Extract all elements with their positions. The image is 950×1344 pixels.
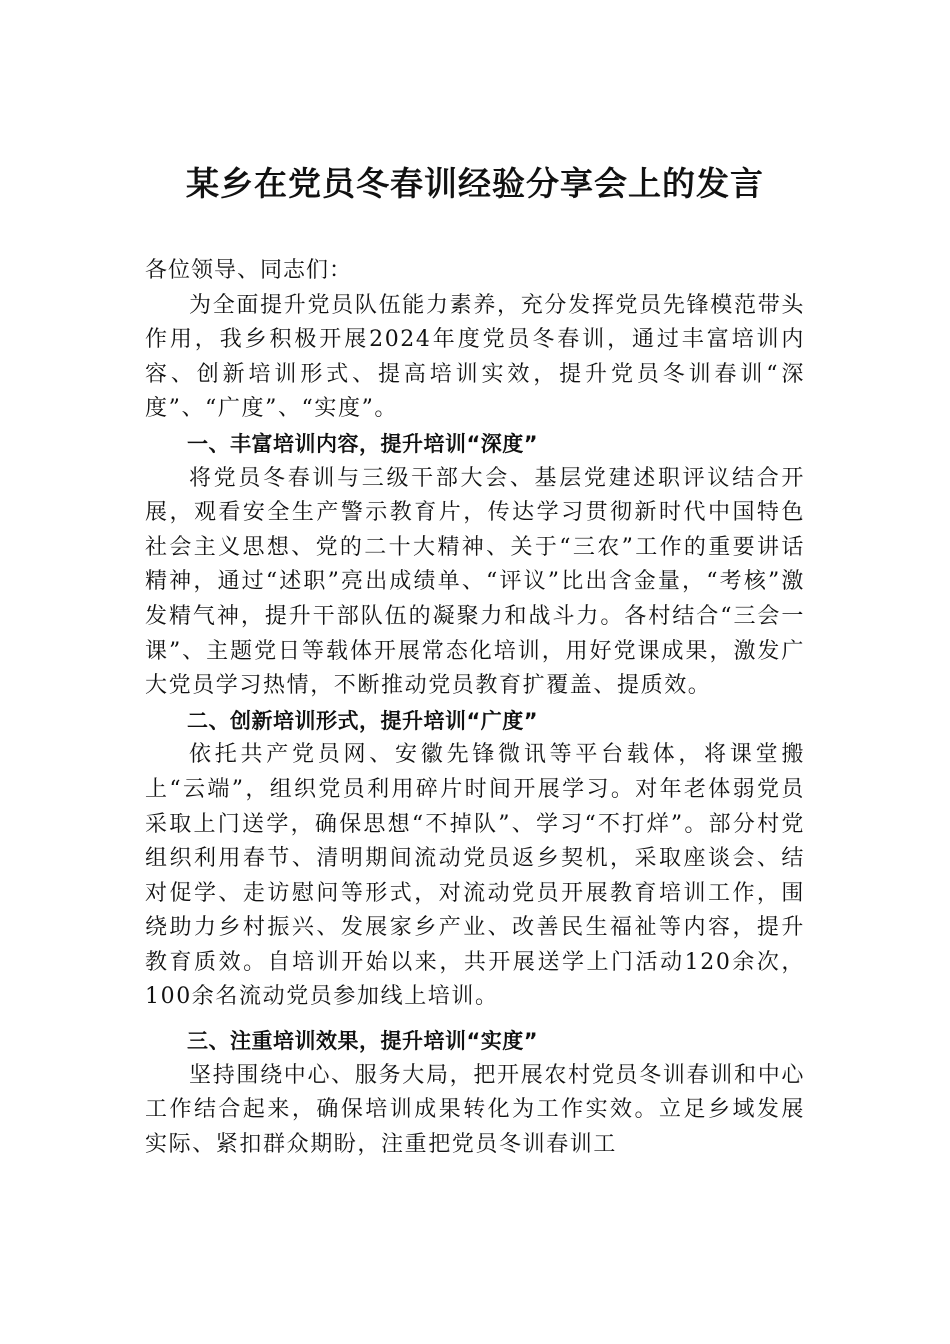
section-paragraph-3: 坚持围绕中心、服务大局，把开展农村党员冬训春训和中心工作结合起来，确保培训成果转化为工作实效。立足乡域发展实际、紧扣群众期盼，注重把党员冬训春训工 [145, 1062, 805, 1157]
section-heading-2: 二、创新培训形式，提升培训“广度” [187, 708, 539, 733]
section-paragraph-1: 将党员冬春训与三级干部大会、基层党建述职评议结合开展，观看安全生产警示教育片，传达学习贯彻新时代中国特色社会主义思想、党的二十大精神、关于“三农”工作的重要讲话精神，通过“述职”亮出成绩单、“评议”比出含金量，“考核”激发精气神，提升干部队伍的凝聚力和战斗力。各村结合“三会一课”、主题党日等载体开展常态化培训，用好党课成果，激发广大党员学习热情，不断推动党员教育扩覆盖、提质效。 [145, 465, 805, 699]
section-paragraph-2: 依托共产党员网、安徽先锋微讯等平台载体，将课堂搬上“云端”，组织党员利用碎片时间开展学习。对年老体弱党员采取上门送学，确保思想“不掉队”、学习“不打烊”。部分村党组织利用春节、清明期间流动党员返乡契机，采取座谈会、结对促学、走访慰问等形式，对流动党员开展教育培训工作，围绕助力乡村振兴、发展家乡产业、改善民生福祉等内容，提升教育质效。自培训开始以来，共开展送学上门活动120余次，100余名流动党员参加线上培训。 [145, 742, 805, 1010]
section-heading-1: 一、丰富培训内容，提升培训“深度” [187, 431, 539, 456]
document-body [145, 254, 805, 1162]
intro-paragraph: 为全面提升党员队伍能力素养，充分发挥党员先锋模范带头作用，我乡积极开展2024年度党员冬春训，通过丰富培训内容、创新培训形式、提高培训实效，提升党员冬训春训“深度”、“广度”、“实度”。 [145, 292, 805, 422]
greeting: 各位领导、同志们： [145, 258, 353, 283]
section-heading-3: 三、注重培训效果，提升培训“实度” [187, 1029, 539, 1054]
document-title: 某乡在党员冬春训经验分享会上的发言 [186, 164, 764, 203]
